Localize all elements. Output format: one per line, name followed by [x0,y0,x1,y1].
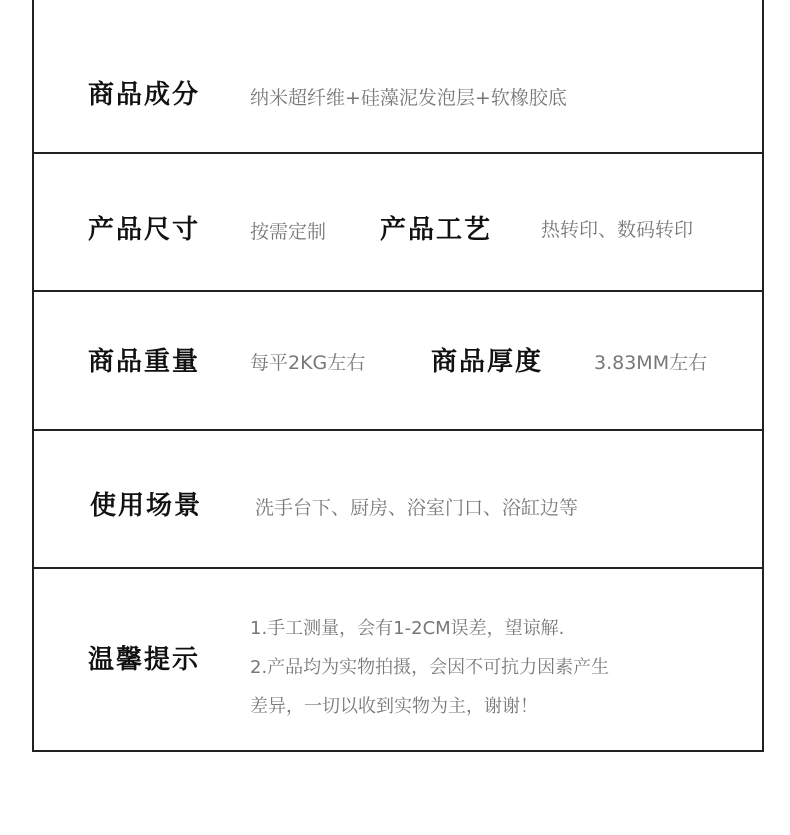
tips-label: 温馨提示 [88,645,201,675]
thickness-label: 商品厚度 [431,347,544,377]
weight-value: 每平2KG左右 [250,352,366,374]
row-weight-thickness [34,290,762,430]
usage-value: 洗手台下、厨房、浴室门口、浴缸边等 [255,497,579,519]
usage-label: 使用场景 [90,491,203,521]
composition-value: 纳米超纤维+硅藻泥发泡层+软橡胶底 [250,87,567,109]
weight-label: 商品重量 [88,347,201,377]
spec-table [32,0,764,752]
size-label: 产品尺寸 [88,215,201,245]
craft-label: 产品工艺 [380,215,493,245]
size-value: 按需定制 [250,221,327,243]
row-size-craft [34,152,762,292]
row-usage [34,429,762,569]
tip-line-2: 2.产品均为实物拍摄，会因不可抗力因素产生 [250,657,610,678]
tip-line-3: 差异，一切以收到实物为主，谢谢！ [250,696,538,717]
row-tips [34,567,762,750]
tip-line-1: 1.手工测量，会有1-2CM误差，望谅解. [250,618,565,639]
craft-value: 热转印、数码转印 [541,219,694,241]
row-composition [34,0,762,154]
thickness-value: 3.83MM左右 [594,352,708,374]
composition-label: 商品成分 [88,80,201,110]
